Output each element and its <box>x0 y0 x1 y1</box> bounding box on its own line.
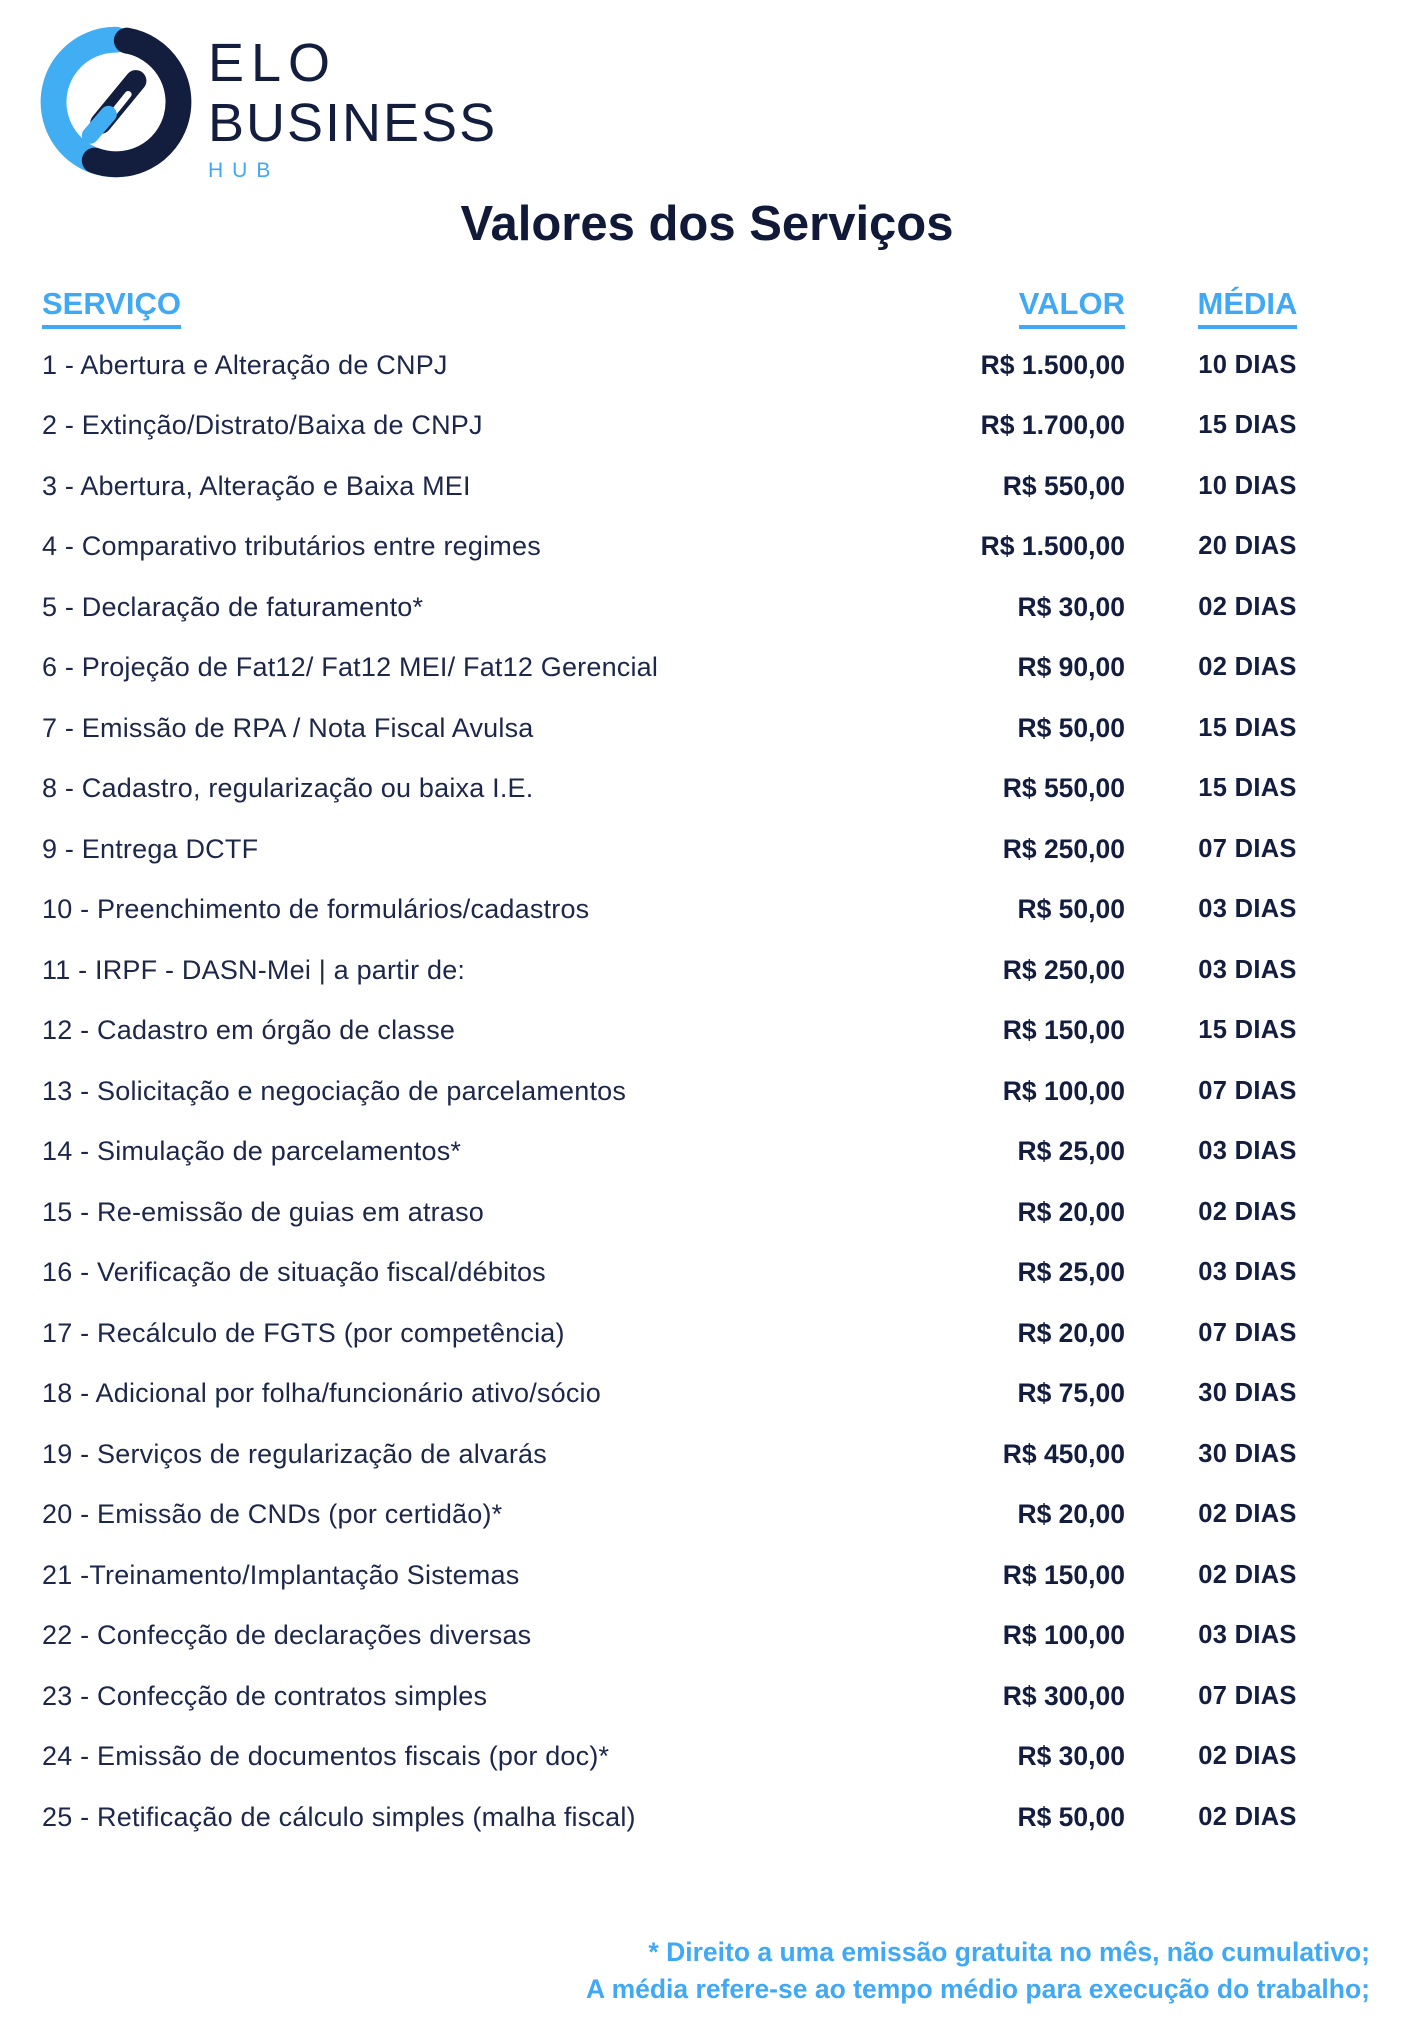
table-row <box>0 1545 1414 1606</box>
service-average-days: 07 DIAS <box>1198 1076 1297 1105</box>
service-name: 3 - Abertura, Alteração e Baixa MEI <box>42 470 471 501</box>
table-row <box>0 1242 1414 1303</box>
logo-word-elo: ELO <box>208 33 338 93</box>
service-name: 15 - Re-emissão de guias em atraso <box>42 1196 485 1227</box>
service-average-days: 02 DIAS <box>1198 1500 1297 1529</box>
service-value: R$ 550,00 <box>1002 773 1125 804</box>
column-header-media: MÉDIA <box>1125 286 1370 329</box>
service-name: 24 - Emissão de documentos fiscais (por doc)* <box>42 1741 610 1772</box>
table-row <box>0 335 1414 396</box>
table-row <box>0 1121 1414 1182</box>
service-average-days: 15 DIAS <box>1198 774 1297 803</box>
footer-note-line1: * Direito a uma emissão gratuita no mês, não cumulativo; <box>648 1936 1370 1967</box>
service-value: R$ 20,00 <box>1017 1499 1125 1530</box>
service-value: R$ 30,00 <box>1017 1741 1125 1772</box>
column-header-servico: SERVIÇO <box>42 286 885 329</box>
table-row <box>0 456 1414 517</box>
service-name: 11 - IRPF - DASN-Mei | a partir de: <box>42 954 466 985</box>
logo <box>40 26 1414 184</box>
table-row <box>0 577 1414 638</box>
service-name: 23 - Confecção de contratos simples <box>42 1680 488 1711</box>
table-row <box>0 1000 1414 1061</box>
service-value: R$ 75,00 <box>1017 1378 1125 1409</box>
table-row <box>0 395 1414 456</box>
service-value: R$ 1.700,00 <box>980 410 1125 441</box>
elo-logo-icon <box>40 26 192 178</box>
logo-word-hub: HUB <box>208 159 280 182</box>
table-row <box>0 1061 1414 1122</box>
service-value: R$ 25,00 <box>1017 1257 1125 1288</box>
service-value: R$ 25,00 <box>1017 1136 1125 1167</box>
service-value: R$ 150,00 <box>1002 1015 1125 1046</box>
service-average-days: 03 DIAS <box>1198 955 1297 984</box>
service-name: 8 - Cadastro, regularização ou baixa I.E. <box>42 773 534 804</box>
table-row <box>0 516 1414 577</box>
service-value: R$ 20,00 <box>1017 1317 1125 1348</box>
service-name: 6 - Projeção de Fat12/ Fat12 MEI/ Fat12 Gerencial <box>42 652 659 683</box>
service-value: R$ 550,00 <box>1002 470 1125 501</box>
footer-notes <box>0 1934 1414 2008</box>
service-average-days: 03 DIAS <box>1198 1621 1297 1650</box>
service-name: 18 - Adicional por folha/funcionário ativo/sócio <box>42 1378 601 1409</box>
service-average-days: 15 DIAS <box>1198 1016 1297 1045</box>
table-row <box>0 879 1414 940</box>
service-average-days: 03 DIAS <box>1198 1137 1297 1166</box>
service-value: R$ 150,00 <box>1002 1559 1125 1590</box>
table-row <box>0 1726 1414 1787</box>
service-name: 20 - Emissão de CNDs (por certidão)* <box>42 1499 503 1530</box>
service-average-days: 30 DIAS <box>1198 1379 1297 1408</box>
service-name: 16 - Verificação de situação fiscal/débitos <box>42 1257 546 1288</box>
service-value: R$ 50,00 <box>1017 1801 1125 1832</box>
table-row <box>0 1484 1414 1545</box>
service-name: 1 - Abertura e Alteração de CNPJ <box>42 349 448 380</box>
service-average-days: 07 DIAS <box>1198 1681 1297 1710</box>
service-name: 4 - Comparativo tributários entre regimes <box>42 531 541 562</box>
service-name: 12 - Cadastro em órgão de classe <box>42 1015 456 1046</box>
table-row <box>0 819 1414 880</box>
table-row <box>0 1666 1414 1727</box>
table-header-row <box>0 285 1414 331</box>
service-name: 21 -Treinamento/Implantação Sistemas <box>42 1559 520 1590</box>
service-average-days: 02 DIAS <box>1198 653 1297 682</box>
service-value: R$ 1.500,00 <box>980 349 1125 380</box>
service-name: 10 - Preenchimento de formulários/cadastros <box>42 894 590 925</box>
service-average-days: 20 DIAS <box>1198 532 1297 561</box>
service-name: 22 - Confecção de declarações diversas <box>42 1620 532 1651</box>
service-average-days: 02 DIAS <box>1198 1802 1297 1831</box>
service-name: 5 - Declaração de faturamento* <box>42 591 424 622</box>
service-average-days: 10 DIAS <box>1198 471 1297 500</box>
table-row <box>0 1303 1414 1364</box>
service-value: R$ 30,00 <box>1017 591 1125 622</box>
footer-note-line2: A média refere-se ao tempo médio para execução do trabalho; <box>586 1973 1370 2004</box>
table-row <box>0 698 1414 759</box>
service-value: R$ 300,00 <box>1002 1680 1125 1711</box>
service-name: 2 - Extinção/Distrato/Baixa de CNPJ <box>42 410 483 441</box>
service-average-days: 03 DIAS <box>1198 1258 1297 1287</box>
service-average-days: 15 DIAS <box>1198 713 1297 742</box>
service-name: 14 - Simulação de parcelamentos* <box>42 1136 462 1167</box>
table-row <box>0 1363 1414 1424</box>
service-name: 17 - Recálculo de FGTS (por competência) <box>42 1317 565 1348</box>
page-title: Valores dos Serviços <box>460 197 954 251</box>
service-name: 13 - Solicitação e negociação de parcelamentos <box>42 1075 627 1106</box>
service-average-days: 10 DIAS <box>1198 350 1297 379</box>
service-value: R$ 250,00 <box>1002 954 1125 985</box>
service-average-days: 02 DIAS <box>1198 592 1297 621</box>
service-value: R$ 50,00 <box>1017 712 1125 743</box>
service-average-days: 15 DIAS <box>1198 411 1297 440</box>
table-row <box>0 1424 1414 1485</box>
service-value: R$ 250,00 <box>1002 833 1125 864</box>
service-value: R$ 20,00 <box>1017 1196 1125 1227</box>
table-row <box>0 1787 1414 1848</box>
service-average-days: 30 DIAS <box>1198 1439 1297 1468</box>
service-name: 19 - Serviços de regularização de alvarás <box>42 1438 547 1469</box>
service-average-days: 02 DIAS <box>1198 1560 1297 1589</box>
table-row <box>0 758 1414 819</box>
service-value: R$ 100,00 <box>1002 1075 1125 1106</box>
column-header-valor: VALOR <box>885 286 1125 329</box>
table-row <box>0 1182 1414 1243</box>
logo-text <box>208 26 497 181</box>
service-value: R$ 1.500,00 <box>980 531 1125 562</box>
service-value: R$ 90,00 <box>1017 652 1125 683</box>
table-row <box>0 1605 1414 1666</box>
service-average-days: 07 DIAS <box>1198 1318 1297 1347</box>
service-average-days: 03 DIAS <box>1198 895 1297 924</box>
service-value: R$ 100,00 <box>1002 1620 1125 1651</box>
service-average-days: 02 DIAS <box>1198 1197 1297 1226</box>
service-name: 9 - Entrega DCTF <box>42 833 259 864</box>
table-row <box>0 637 1414 698</box>
logo-word-business: BUSINESS <box>208 93 498 153</box>
service-value: R$ 450,00 <box>1002 1438 1125 1469</box>
service-table-body <box>0 335 1414 1848</box>
service-name: 25 - Retificação de cálculo simples (malha fiscal) <box>42 1801 636 1832</box>
service-average-days: 07 DIAS <box>1198 834 1297 863</box>
table-row <box>0 940 1414 1001</box>
service-name: 7 - Emissão de RPA / Nota Fiscal Avulsa <box>42 712 534 743</box>
service-average-days: 02 DIAS <box>1198 1742 1297 1771</box>
service-value: R$ 50,00 <box>1017 894 1125 925</box>
